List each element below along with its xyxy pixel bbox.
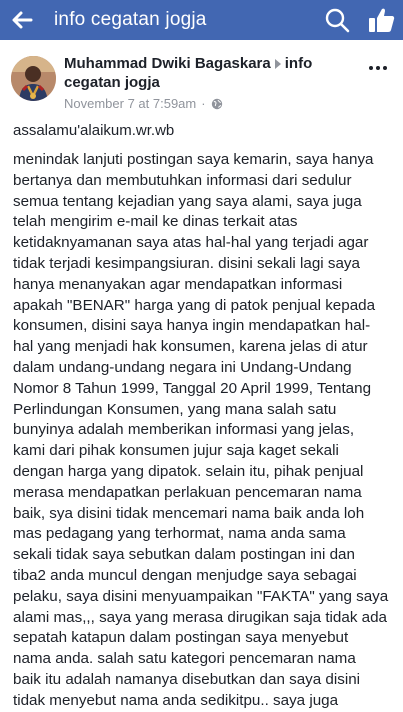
app-top-bar (0, 0, 403, 40)
post-body-line: mas pedagang yang terhormat, nama anda sama (13, 525, 346, 543)
post-body-line: hanya menanyakan agar mendapatkan informasi (13, 275, 343, 293)
post-body-line: dengan harga yang dipatok. selain itu, pihak penjual (13, 462, 364, 480)
post-body-line: menindak lanjuti postingan saya kemarin, saya hanya (13, 151, 374, 168)
thumbs-up-icon (366, 5, 396, 35)
post-body-line: sepatah katapun dalam postingan saya menyebut (13, 629, 349, 647)
post-body-line: kami dari pihak konsumen jujur saja kaget sekali (13, 442, 339, 460)
post-body-line: tidak terjadi kesimpangsiuran. disini sekali lagi saya (13, 254, 360, 272)
post-body-line: konsumen, disini saya hanya ingin mendapatkan hal- (13, 317, 371, 335)
post-greeting: assalamu'alaikum.wr.wb (13, 122, 175, 139)
author-name[interactable]: Muhammad Dwiki Bagaskara (64, 55, 271, 72)
post-body-line: tiba2 anda muncul dengan menjudge saya sebagai (13, 566, 357, 584)
post-header (0, 48, 403, 116)
back-button[interactable] (0, 0, 44, 40)
post-body-line: baik itu adalah namanya disebutkan dan saya disini (13, 670, 361, 688)
post-body (13, 150, 398, 712)
search-icon (324, 7, 350, 33)
more-dot-icon (369, 66, 373, 70)
group-name[interactable]: info cegatan jogja (64, 55, 313, 91)
post-body-line: dalam undang-undang negara ini Undang-Undang (13, 358, 352, 376)
post-body-line: semua tentang kejadian yang saya alami, saya juga (13, 192, 362, 210)
search-button[interactable] (315, 0, 359, 40)
author-line (64, 54, 354, 92)
post-meta (64, 96, 223, 111)
post-body-line: bertanya dan membutuhkan informasi dari sedulur (13, 171, 352, 189)
post-body-line: Perlindungan Konsumen, yang mana salah satu (13, 400, 337, 418)
post-body-line: hal yang menjadi hak konsumen, karena jelas di atur (13, 338, 368, 356)
globe-icon (211, 98, 223, 110)
post-body-line: tidak menyebut nama anda sedikitpu.. saya juga (13, 691, 339, 709)
post-body-line: pelaku, saya disini menyuampaikan "FAKTA" yang saya (13, 587, 389, 605)
caret-right-icon (275, 59, 281, 69)
post-body-line: merasa mendapatkan perlakuan pencemaran nama (13, 483, 362, 501)
more-dot-icon (383, 66, 387, 70)
profile-photo-icon (11, 56, 56, 101)
back-arrow-icon (11, 10, 33, 30)
post-body-line: Nomor 8 Tahun 1999, Tanggal 20 April 1999, Tentang (13, 379, 372, 397)
like-page-button[interactable] (359, 0, 403, 40)
post-body-line: alami mas,,, saya yang merasa dirugikan saja tidak ada (13, 608, 387, 626)
page-title: info cegatan jogja (54, 9, 207, 30)
post-body-line: sekali tidak saya sebutkan dalam postingan ini dan (13, 546, 355, 564)
avatar[interactable] (11, 56, 56, 101)
post-body-line: bunyinya adalah memberikan informasi yang jelas, (13, 421, 355, 439)
post-body-line: ketidaknyamanan saya atas hal-hal yang terjadi agar (13, 234, 369, 252)
post-options-button[interactable] (363, 58, 393, 78)
post-body-line: apakah "BENAR" harga yang di patok penjual kepada (13, 296, 376, 314)
meta-separator: · (201, 96, 206, 111)
post-timestamp[interactable]: November 7 at 7:59am (64, 96, 197, 111)
post-body-line: baik, sya disini tidak mencemari nama baik anda loh (13, 504, 365, 522)
post-body-line: telah mengirim e-mail ke dinas terkait atas (13, 213, 298, 231)
post-body-line: nama anda. salah satu kategori pencemaran nama (13, 650, 356, 668)
more-dot-icon (376, 66, 380, 70)
